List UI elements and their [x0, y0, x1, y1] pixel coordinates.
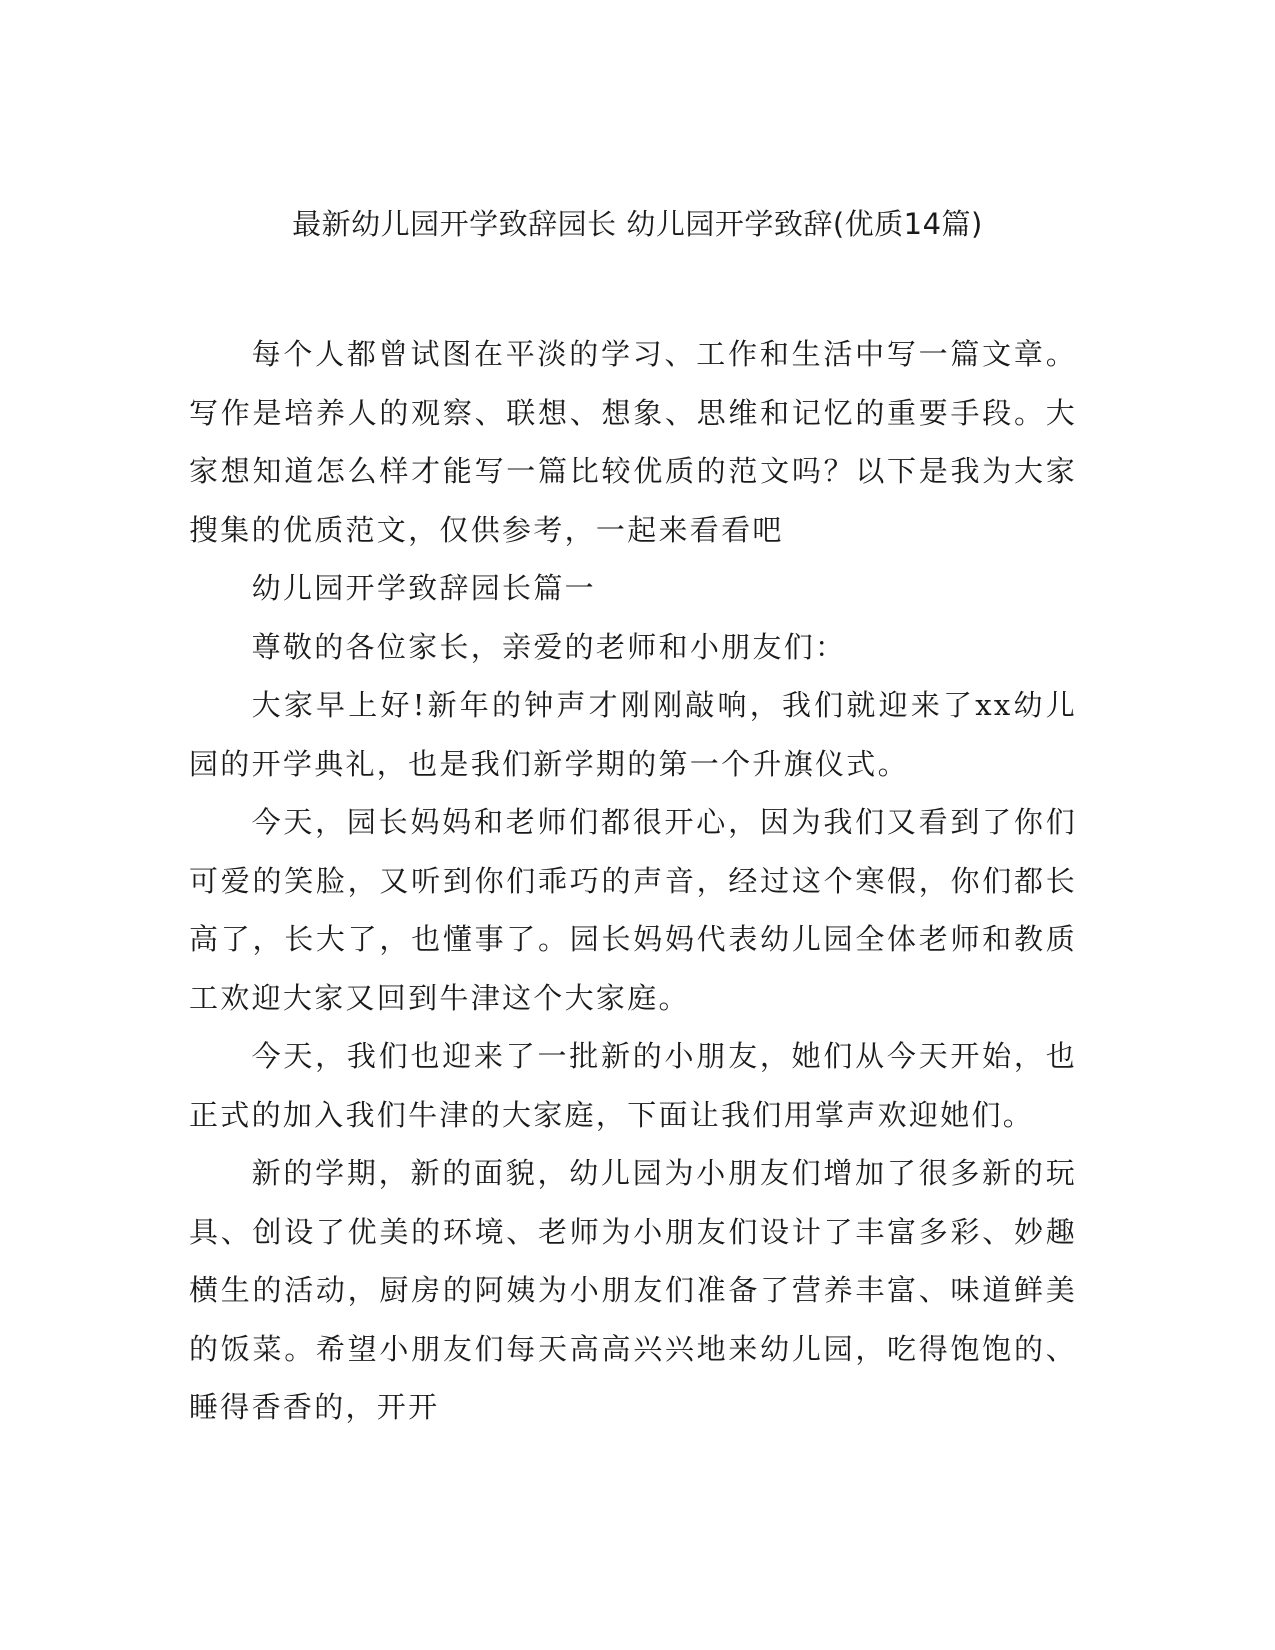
- section-heading: 幼儿园开学致辞园长篇一: [251, 571, 596, 605]
- document-title: 最新幼儿园开学致辞园长 幼儿园开学致辞(优质14篇): [292, 207, 983, 241]
- paragraph-new-children: 今天，我们也迎来了一批新的小朋友，她们从今天开始，也正式的加入我们牛津的大家庭，下面让我们用掌声欢迎她们。: [189, 1039, 1077, 1132]
- document-body: [189, 325, 1077, 1437]
- paragraph-new-semester: 新的学期，新的面貌，幼儿园为小朋友们增加了很多新的玩具、创设了优美的环境、老师为小朋友们设计了丰富多彩、妙趣横生的活动，厨房的阿姨为小朋友们准备了营养丰富、味道鲜美的饭菜。希望小朋友们每天高高兴兴地来幼儿园，吃得饱饱的、睡得香香的，开开: [189, 1156, 1077, 1424]
- paragraph-greeting: 大家早上好!新年的钟声才刚刚敲响，我们就迎来了xx幼儿园的开学典礼，也是我们新学期的第一个升旗仪式。: [189, 688, 1077, 781]
- paragraph-welcome-back: 今天，园长妈妈和老师们都很开心，因为我们又看到了你们可爱的笑脸，又听到你们乖巧的声音，经过这个寒假，你们都长高了，长大了，也懂事了。园长妈妈代表幼儿园全体老师和教质工欢迎大家又回到牛津这个大家庭。: [189, 805, 1077, 1015]
- paragraph-intro: 每个人都曾试图在平淡的学习、工作和生活中写一篇文章。写作是培养人的观察、联想、想象、思维和记忆的重要手段。大家想知道怎么样才能写一篇比较优质的范文吗？以下是我为大家搜集的优质范文，仅供参考，一起来看看吧: [189, 337, 1077, 547]
- paragraph-salutation: 尊敬的各位家长，亲爱的老师和小朋友们：: [251, 629, 847, 664]
